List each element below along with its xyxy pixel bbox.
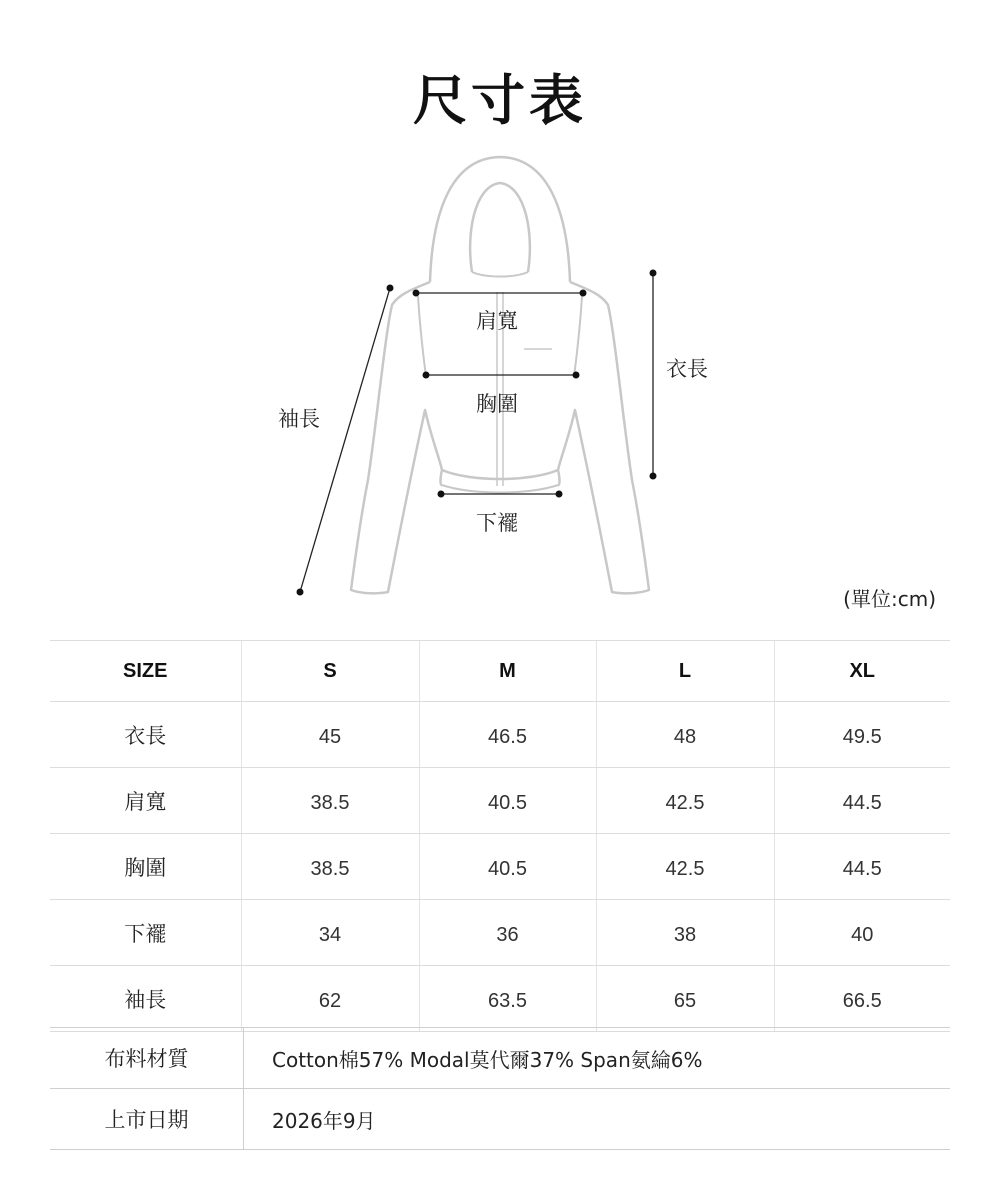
row-label: 下襬 bbox=[50, 900, 241, 966]
table-cell: 45 bbox=[241, 702, 419, 768]
table-cell: 40 bbox=[774, 900, 950, 966]
table-cell: 66.5 bbox=[774, 966, 950, 1032]
row-label: 胸圍 bbox=[50, 834, 241, 900]
release-date-value: 2026年9月 bbox=[244, 1089, 951, 1150]
info-row-material bbox=[50, 1028, 950, 1089]
jacket-hem bbox=[442, 470, 558, 479]
unit-note: (單位:cm) bbox=[843, 587, 936, 611]
table-cell: 65 bbox=[596, 966, 774, 1032]
table-row bbox=[50, 900, 950, 966]
header-l: L bbox=[596, 641, 774, 702]
table-row bbox=[50, 834, 950, 900]
page-title: 尺寸表 bbox=[413, 69, 587, 132]
table-row bbox=[50, 966, 950, 1032]
hem-label: 下襬 bbox=[476, 511, 518, 535]
row-label: 肩寬 bbox=[50, 768, 241, 834]
header-s: S bbox=[241, 641, 419, 702]
hood-opening bbox=[470, 183, 530, 272]
table-cell: 63.5 bbox=[419, 966, 596, 1032]
row-label: 衣長 bbox=[50, 702, 241, 768]
release-date-label: 上市日期 bbox=[50, 1089, 244, 1150]
size-table bbox=[50, 640, 950, 1032]
hem-band bbox=[442, 485, 558, 493]
table-cell: 44.5 bbox=[774, 834, 950, 900]
table-row bbox=[50, 768, 950, 834]
material-value: Cotton棉57% Modal莫代爾37% Span氨綸6% bbox=[244, 1028, 951, 1089]
hood-outline bbox=[430, 157, 570, 282]
info-row-release-date bbox=[50, 1089, 950, 1150]
table-cell: 42.5 bbox=[596, 834, 774, 900]
table-cell: 38.5 bbox=[241, 834, 419, 900]
table-cell: 34 bbox=[241, 900, 419, 966]
table-cell: 44.5 bbox=[774, 768, 950, 834]
table-cell: 38 bbox=[596, 900, 774, 966]
table-row bbox=[50, 702, 950, 768]
header-xl: XL bbox=[774, 641, 950, 702]
table-cell: 48 bbox=[596, 702, 774, 768]
header-size: SIZE bbox=[50, 641, 241, 702]
chest-label: 胸圍 bbox=[476, 392, 518, 416]
table-cell: 38.5 bbox=[241, 768, 419, 834]
table-cell: 40.5 bbox=[419, 834, 596, 900]
length-label: 衣長 bbox=[666, 357, 708, 381]
row-label: 袖長 bbox=[50, 966, 241, 1032]
jacket-right-outline bbox=[558, 282, 649, 593]
table-cell: 40.5 bbox=[419, 768, 596, 834]
table-cell: 46.5 bbox=[419, 702, 596, 768]
material-label: 布料材質 bbox=[50, 1028, 244, 1089]
jacket-left-outline bbox=[351, 282, 442, 593]
sleeve-label: 袖長 bbox=[278, 407, 320, 431]
shoulder-label: 肩寬 bbox=[476, 309, 518, 333]
table-cell: 42.5 bbox=[596, 768, 774, 834]
table-cell: 62 bbox=[241, 966, 419, 1032]
header-m: M bbox=[419, 641, 596, 702]
size-table-header bbox=[50, 641, 950, 702]
product-info-table bbox=[50, 1027, 950, 1150]
table-cell: 49.5 bbox=[774, 702, 950, 768]
table-cell: 36 bbox=[419, 900, 596, 966]
